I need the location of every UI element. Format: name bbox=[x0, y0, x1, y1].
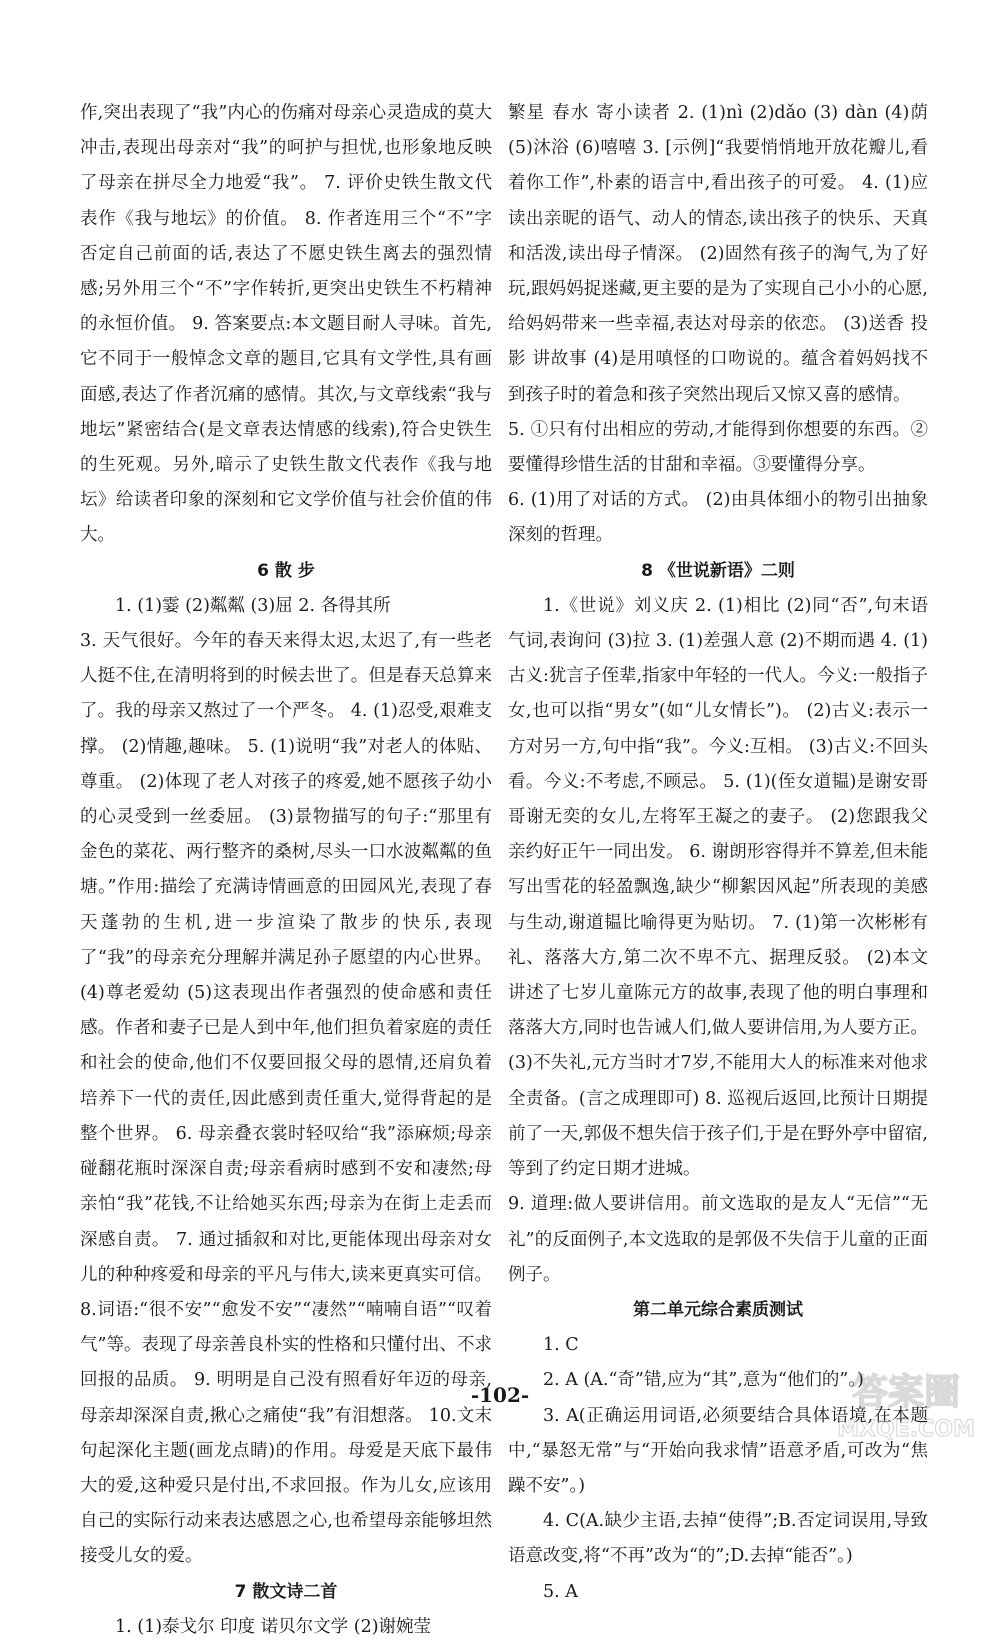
section-8-answer-9: 9. 道理:做人要讲信用。前文选取的是友人“无信”“无礼”的反面例子,本文选取的是郭伋不失信于儿童的正面例子。 bbox=[508, 1194, 928, 1285]
section-8-title: 8 《世说新语》二则 bbox=[641, 560, 795, 581]
test-question-3: 3. A(正确运用词语,必须要结合具体语境,在本题中,“暴怒无常”与“开始向我求情”语意矛盾,可改为“焦躁不安”。) bbox=[508, 1405, 928, 1496]
section-7-continuation: 繁星 春水 寄小读者 2. (1)nì (2)dǎo (3) dàn (4)荫 (5)沐浴 (6)嘻嘻 3. [示例]“我要悄悄地开放花瓣儿,看着你工作”,朴素的语言中,看出孩子的可爱。 4. (1)应读出亲昵的语气、动人的情态,读出孩子的快乐、天真和活泼,读出母子情深。 (2)固然有孩子的淘气,为了好玩,跟妈妈捉迷藏,更主要的是为了实现自己小小的心愿,给妈妈带来一些幸福,表达对母亲的依恋。 (3)送香 投影 讲故事 (4)是用嗔怪的口吻说的。蕴含着妈妈找不到孩子时的着急和孩子突然出现后又惊又喜的感情。 bbox=[508, 103, 928, 405]
section-8-answer-1: 1.《世说》刘义庆 2. (1)相比 (2)同“否”,句末语气词,表询问 (3)拉 3. (1)差强人意 (2)不期而遇 4. (1)古义:犹言子侄辈,指家中年轻的一代人。今义:一般指子女,也可以指“男女”(如“儿女情长”)。 (2)古义:表示一方对另一方,句中指“我”。今义:互相。 (3)古义:不回头看。今义:不考虑,不顾忌。 5. (1)(侄女道韫)是谢安哥哥谢无奕的女儿,左将军王凝之的妻子。 (2)您跟我父亲约好正午一同出发。 6. 谢朗形容得并不算差,但未能写出雪花的轻盈飘逸,缺少“柳絮因风起”所表现的美感与生动,谢道韫比喻得更为贴切。 7. (1)第一次彬彬有礼、落落大方,第二次不卑不亢、据理反驳。 (2)本文讲述了七岁儿童陈元方的故事,表现了他的明白事理和落落大方,同时也告诫人们,做人要讲信用,为人要方正。 (3)不失礼,元方当时才7岁,不能用大人的标准来对他求全责备。(言之成理即可) 8. 巡视后返回,比预计日期提前了一天,郭伋不想失信于孩子们,于是在野外亭中留宿,等到了约定日期才进城。 bbox=[508, 595, 928, 1180]
left-column bbox=[80, 96, 492, 1645]
page-number: -102- bbox=[470, 1383, 530, 1407]
section-7-answer-6: 6. (1)用了对话的方式。 (2)由具体细小的物引出抽象深刻的哲理。 bbox=[508, 490, 928, 546]
section-7-answer-1: 1. (1)泰戈尔 印度 诺贝尔文学 (2)谢婉莹 bbox=[115, 1616, 432, 1637]
section-6-answer-1: 1. (1)霎 (2)粼粼 (3)屈 2. 各得其所 bbox=[115, 595, 391, 616]
section-7-answer-5: 5. ①只有付出相应的劳动,才能得到你想要的东西。②要懂得珍惜生活的甘甜和幸福。③要懂得分享。 bbox=[508, 419, 928, 476]
test-question-2: 2. A (A.“奇”错,应为“其”,意为“他们的”。) bbox=[543, 1370, 864, 1391]
watermark-graphic bbox=[820, 1362, 995, 1442]
test-question-4: 4. C(A.缺少主语,去掉“使得”;B.否定词误用,导致语意改变,将“不再”改为“的”;D.去掉“能否”。) bbox=[508, 1511, 928, 1567]
continuation-paragraph: 作,突出表现了“我”内心的伤痛对母亲心灵造成的莫大冲击,表现出母亲对“我”的呵护与担忧,也形象地反映了母亲在拼尽全力地爱“我”。 7. 评价史铁生散文代表作《我与地坛》的价值。 8. 作者连用三个“不”字否定自己前面的话,表达了不愿史铁生离去的强烈情感;另外用三个“不”字作转折,更突出史铁生不朽精神的永恒价值。 9. 答案要点:本文题目耐人寻味。首先,它不同于一般悼念文章的题目,它具有文学性,具有画面感,表达了作者沉痛的感情。其次,与文章线索“我与地坛”紧密结合(是文章表达情感的线索),符合史铁生的生死观。另外,暗示了史铁生散文代表作《我与地坛》给读者印象的深刻和它文学价值与社会价值的伟大。 bbox=[80, 103, 492, 546]
test-question-1: 1. C bbox=[543, 1335, 579, 1356]
section-6-answer-2: 3. 天气很好。今年的春天来得太迟,太迟了,有一些老人挺不住,在清明将到的时候去世了。但是春天总算来了。我的母亲又熬过了一个严冬。 4. (1)忍受,艰难支撑。 (2)情趣,趣味。 5. (1)说明“我”对老人的体贴、尊重。 (2)体现了老人对孩子的疼爱,她不愿孩子幼小的心灵受到一丝委屈。 (3)景物描写的句子:“那里有金色的菜花、两行整齐的桑树,尽头一口水波粼粼的鱼塘。”作用:描绘了充满诗情画意的田园风光,表现了春天蓬勃的生机,进一步渲染了散步的快乐,表现了“我”的母亲充分理解并满足孙子愿望的内心世界。 (4)尊老爱幼 (5)这表现出作者强烈的使命感和责任感。作者和妻子已是人到中年,他们担负着家庭的责任和社会的使命,他们不仅要回报父母的恩情,还肩负着培养下一代的责任,因此感到责任重大,觉得背起的是整个世界。 6. 母亲叠衣裳时轻叹给“我”添麻烦;母亲碰翻花瓶时深深自责;母亲看病时感到不安和凄然;母亲怕“我”花钱,不让给她买东西;母亲为在街上走丢而深感自责。 7. 通过插叙和对比,更能体现出母亲对女儿的种种疼爱和母亲的平凡与伟大,读来更真实可信。 8.词语:“很不安”“愈发不安”“凄然”“喃喃自语”“叹着气”等。表现了母亲善良朴实的性格和只懂付出、不求回报的品质。 9. 明明是自己没有照看好年迈的母亲,母亲却深深自责,揪心之痛使“我”有泪想落。 10.文末句起深化主题(画龙点睛)的作用。母爱是天底下最伟大的爱,这种爱只是付出,不求回报。作为儿女,应该用自己的实际行动来表达感恩之心,也希望母亲能够坦然接受儿女的爱。 bbox=[80, 631, 492, 1567]
section-6-title: 6 散 步 bbox=[257, 560, 315, 581]
watermark-url-text: MXQE.COM bbox=[837, 1417, 975, 1442]
section-7-title: 7 散文诗二首 bbox=[234, 1581, 338, 1602]
watermark-logo-text: 答案圈 bbox=[851, 1372, 961, 1413]
unit-test-title: 第二单元综合素质测试 bbox=[633, 1299, 803, 1320]
watermark-logo bbox=[820, 1362, 995, 1442]
test-question-5: 5. A bbox=[543, 1581, 578, 1602]
